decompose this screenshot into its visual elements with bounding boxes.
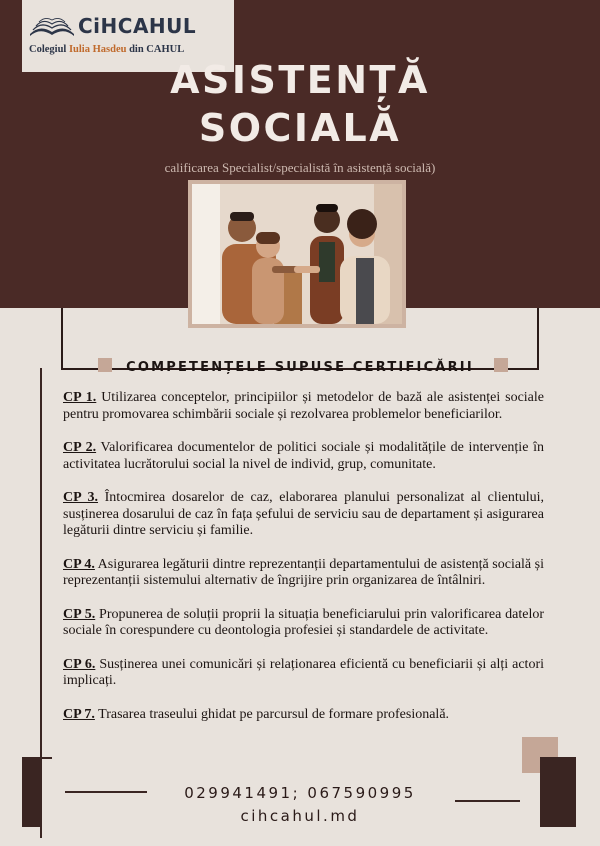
competency-code: CP 3. — [63, 490, 99, 505]
page-subtitle: calificarea Specialist/specialistă în asistență socială) — [164, 160, 436, 175]
page-title-line2: SOCIALĂ — [198, 106, 402, 150]
competency-item-cp3 — [63, 490, 544, 540]
competency-text: Propunerea de soluții proprii la situația beneficiarului prin valorificarea datelor sociale în corespundere cu deontologia profesiei și standardele de activitate. — [63, 606, 544, 638]
logo-subtitle-post: din CAHUL — [126, 44, 185, 55]
book-icon — [28, 14, 76, 38]
competency-code: CP 7. — [63, 706, 95, 722]
competency-item-cp2 — [63, 440, 544, 473]
contact-website: cihcahul.md — [240, 807, 360, 825]
competency-item-cp1 — [63, 390, 544, 423]
section-heading: COMPETENȚELE SUPUSE CERTIFICĂRII — [126, 359, 474, 375]
competency-item-cp4 — [63, 557, 544, 590]
competency-code: CP 5. — [63, 606, 96, 622]
competency-item-cp7 — [63, 707, 544, 724]
competency-text: Întocmirea dosarelor de caz, elaborarea planului personalizat al clientului, susținerea dosarului de caz în fața șefului de serviciu sau de departament și asigurarea legăturii dintre serviciu și familie. — [63, 490, 544, 538]
competency-item-cp6 — [63, 657, 544, 690]
competency-item-cp5 — [63, 607, 544, 640]
logo-brand: CiHCAHUL — [78, 14, 197, 38]
competency-text: Susținerea unei comunicări și relaționarea eficientă cu beneficiarii și alți actori implicați. — [63, 656, 544, 688]
competency-code: CP 1. — [63, 390, 97, 405]
competency-code: CP 2. — [63, 440, 97, 455]
handshake-illustration — [192, 184, 402, 324]
page-title-line1: ASISTENȚĂ — [170, 58, 430, 102]
competency-list — [63, 390, 544, 740]
logo-subtitle-highlight: Iulia Hasdeu — [68, 44, 127, 55]
team-handshake-photo — [188, 180, 406, 328]
competency-text: Utilizarea conceptelor, principiilor și metodelor de bază ale asistenței sociale pentru promovarea schimbării sociale și rezolvarea problemelor beneficiarilor. — [63, 390, 544, 422]
decor-line-bottom-left — [40, 757, 52, 759]
competency-code: CP 4. — [63, 556, 95, 572]
decor-vertical-line — [40, 368, 42, 838]
competency-code: CP 6. — [63, 656, 96, 672]
logo-subtitle-pre: Colegiul — [29, 44, 69, 55]
contact-phone: 029941491; 067590995 — [184, 784, 416, 802]
competency-text: Trasarea traseului ghidat pe parcursul de formare profesională. — [94, 706, 450, 722]
competency-text: Valorificarea documentelor de politici sociale și modalitățile de intervenție în activitatea lucrătorului social la nivel de individ, grup, comunitate. — [63, 440, 545, 472]
competency-text: Asigurarea legăturii dintre reprezentanții departamentului de asistență socială și reprezentanții sistemului alternativ de îngrijire prin organizarea de întâlniri. — [63, 556, 544, 588]
logo-subtitle — [29, 44, 184, 55]
